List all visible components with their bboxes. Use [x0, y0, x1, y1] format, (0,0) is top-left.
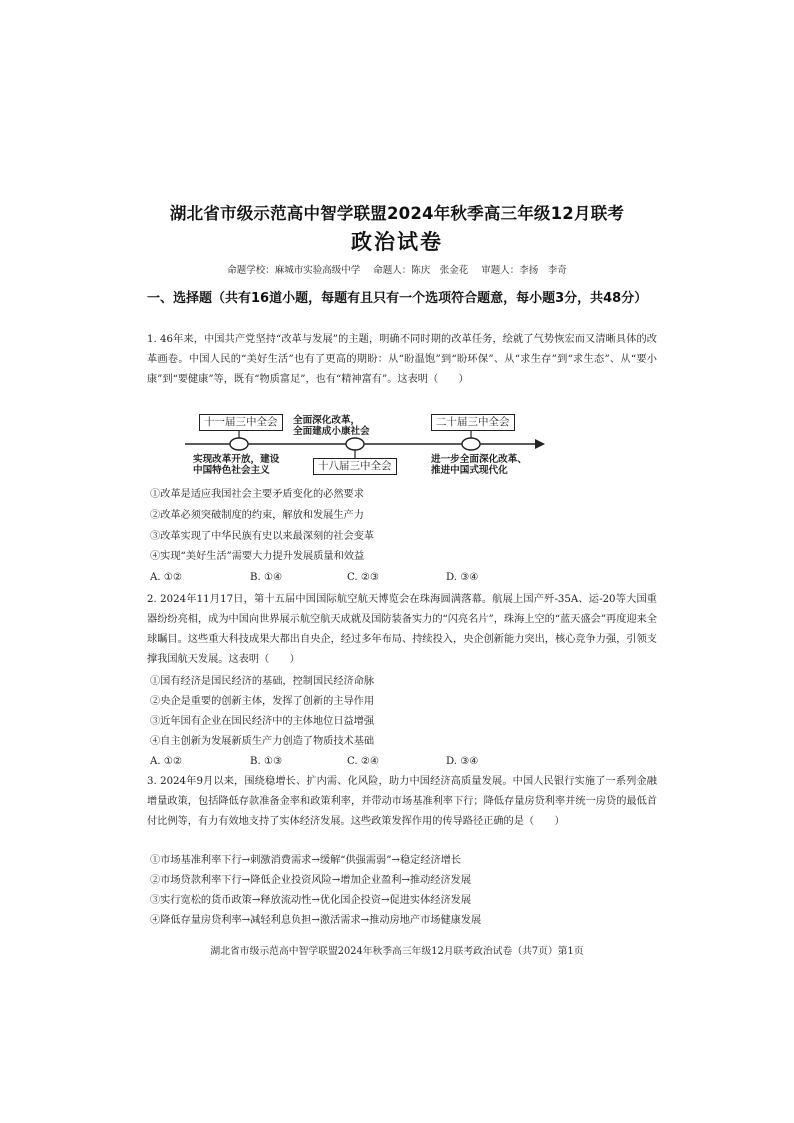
q2-choice-a[interactable]: A. ①② — [150, 756, 183, 767]
timeline-text-right: 进一步全面深化改革、 推进中国式现代化 — [431, 454, 527, 476]
setter-names: 命题人：陈庆 张金花 — [373, 265, 469, 276]
q3-option-1: ①市场基准利率下行→刺激消费需求→缓解“供强需弱”→稳定经济增长 — [150, 855, 462, 866]
reviewer-names: 审题人：李扬 李奇 — [481, 265, 567, 276]
exam-title: 湖北省市级示范高中智学联盟2024年秋季高三年级12月联考 — [169, 204, 625, 223]
q3-option-3: ③实行宽松的货币政策→释放流动性→优化国企投资→促进实体经济发展 — [150, 895, 472, 906]
timeline-box-20th: 二十届三中全会 — [431, 414, 515, 431]
q3-option-4: ④降低存量房贷利率→减轻利息负担→激活需求→推动房地产市场健康发展 — [150, 915, 482, 926]
timeline-node-1 — [230, 438, 248, 450]
q1-choice-b[interactable]: B. ①④ — [250, 572, 283, 583]
q1-option-4: ④实现“美好生活”需要大力提升发展质量和效益 — [150, 551, 365, 562]
timeline-text-left: 实现改革开放，建设 中国特色社会主义 — [193, 454, 280, 476]
author-line — [0, 262, 794, 276]
timeline-arrowhead — [535, 439, 545, 449]
section-heading: 一、选择题（共有16道小题，每题有且只有一个选项符合题意，每小题3分，共48分） — [147, 291, 648, 306]
q1-option-2: ②改革必须突破制度的约束，解放和发展生产力 — [150, 510, 364, 521]
reform-timeline — [185, 408, 545, 480]
q3-option-2: ②市场贷款利率下行→降低企业投资风险→增加企业盈利→推动经济发展 — [150, 875, 472, 886]
exam-subtitle: 政治试卷 — [351, 230, 443, 254]
q2-choice-d[interactable]: D. ③④ — [446, 756, 479, 767]
q2-option-4: ④自主创新为发展新质生产力创造了物质技术基础 — [150, 736, 375, 747]
q1-option-1: ①改革是适应我国社会主要矛盾变化的必然要求 — [150, 489, 364, 500]
timeline-box-18th: 十八届三中全会 — [313, 458, 397, 475]
timeline-node-3 — [462, 438, 480, 450]
q2-option-2: ②央企是重要的创新主体，发挥了创新的主导作用 — [150, 696, 375, 707]
question-1-stem: 1. 46年来，中国共产党坚持“改革与发展”的主题，明确不同时期的改革任务，绘就了气势恢宏而又清晰具体的改革画卷。中国人民的“美好生活”也有了更高的期盼：从“盼温饱”到“盼环保”、从“求生存”到“求生态”、从“要小康”到“要健康”等，既有“物质富足”，也有“精神富有”。这表明（ ） — [147, 334, 657, 385]
timeline-box-11th: 十一届三中全会 — [199, 414, 283, 431]
q2-choice-b[interactable]: B. ①③ — [250, 756, 283, 767]
q2-option-3: ③近年国有企业在国民经济中的主体地位日益增强 — [150, 716, 375, 727]
q2-choice-c[interactable]: C. ②④ — [347, 756, 380, 767]
page-footer: 湖北省市级示范高中智学联盟2024年秋季高三年级12月联考政治试卷（共7页）第1页 — [210, 946, 584, 957]
question-2-stem: 2. 2024年11月17日，第十五届中国国际航空航天博览会在珠海圆满落幕。航展上国产歼-35A、运-20等大国重器纷纷亮相，成为中国向世界展示航空航天成就及国防装备实力的“闪亮名片”，珠海上空的“蓝天盛会”再度迎来全球瞩目。这些重大科技成果大都出自央企，经过多年布局、持续投入，央企创新能力突出，核心竞争力强，引领支撑我国航天发展。这表明（ ） — [147, 594, 657, 665]
setter-school: 命题学校：麻城市实验高级中学 — [227, 265, 361, 276]
question-3-stem: 3. 2024年9月以来，围绕稳增长、扩内需、化风险，助力中国经济高质量发展。中国人民银行实施了一系列金融增量政策，包括降低存款准备金率和政策利率，并带动市场基准利率下行；降低存量房贷利率并统一房贷的最低首付比例等，有力有效地支持了实体经济发展。这些政策发挥作用的传导路径正确的是（ ） — [147, 776, 657, 827]
q1-choice-a[interactable]: A. ①② — [150, 572, 183, 583]
q1-choice-c[interactable]: C. ②③ — [347, 572, 380, 583]
q1-option-3: ③改革实现了中华民族有史以来最深刻的社会变革 — [150, 531, 375, 542]
q1-choice-d[interactable]: D. ③④ — [446, 572, 479, 583]
timeline-node-2 — [346, 438, 364, 450]
q2-option-1: ①国有经济是国民经济的基础，控制国民经济命脉 — [150, 676, 375, 687]
timeline-text-top: 全面深化改革， 全面建成小康社会 — [293, 415, 370, 437]
